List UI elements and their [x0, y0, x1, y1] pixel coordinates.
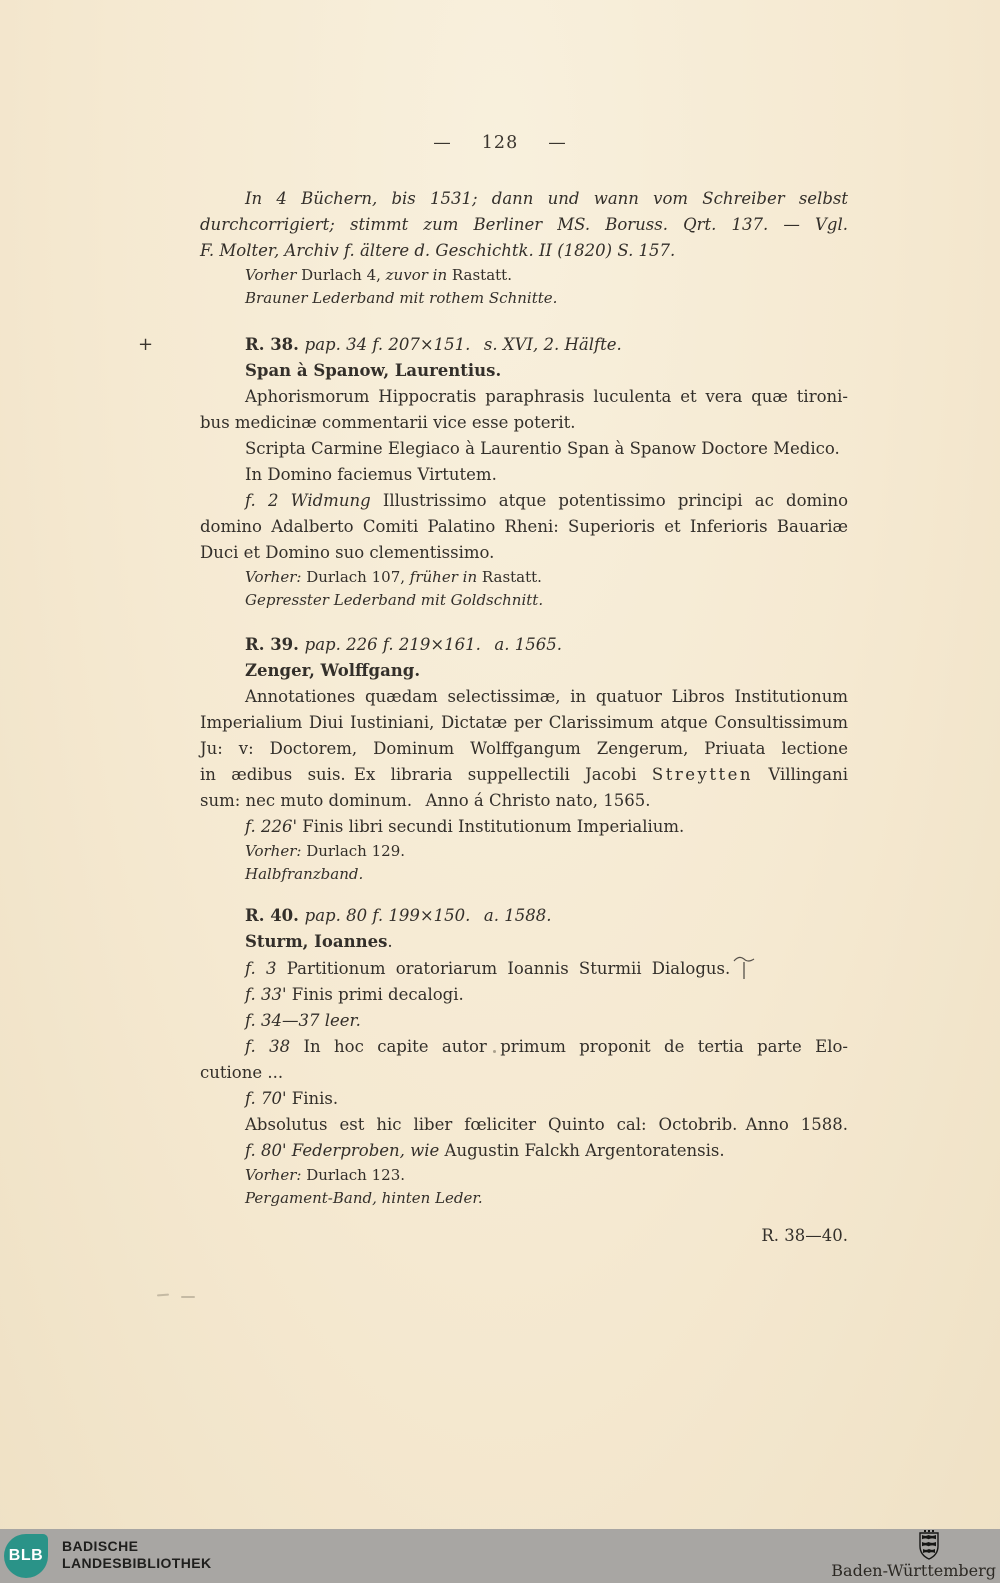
catalog-line	[200, 566, 848, 589]
text-segment: Streytten	[651, 765, 753, 784]
text-segment: Imperialium Diui Iustiniani, Dictatæ per Clarissimum atque Consultissimum	[200, 713, 848, 732]
text-segment: Finis primi decalogi.	[291, 985, 464, 1004]
text-segment: Annotationes quædam selectissimæ, in quatuor Libros Institutionum	[245, 687, 848, 706]
header-left-dash: —	[433, 133, 452, 153]
text-segment: R. 38—40.	[761, 1226, 848, 1245]
catalog-line	[200, 384, 848, 410]
catalog-line	[200, 632, 848, 658]
catalog-line	[200, 840, 848, 863]
catalog-line	[200, 788, 848, 814]
catalog-line	[200, 982, 848, 1008]
catalog-line	[200, 684, 848, 710]
text-segment: Vorher:	[245, 842, 307, 860]
page-number: 128	[481, 133, 519, 153]
text-segment: Span à Spanow, Laurentius.	[245, 361, 502, 380]
catalog-line	[200, 462, 848, 488]
text-segment: zuvor in	[385, 266, 452, 284]
catalog-line	[200, 863, 848, 886]
text-segment: f. 34—37 leer.	[245, 1011, 361, 1030]
catalog-line	[200, 814, 848, 840]
text-segment: Rastatt.	[481, 568, 542, 586]
catalog-line	[200, 903, 848, 929]
pencil-mark	[181, 1296, 195, 1298]
catalog-line	[200, 929, 848, 955]
text-segment: Durlach 123.	[306, 1166, 406, 1184]
catalog-line	[200, 410, 848, 436]
catalog-line	[200, 1034, 848, 1060]
catalog-line	[200, 1112, 848, 1138]
text-segment: In hoc capite autor primum proponit de tertia parte Elo-	[303, 1037, 848, 1056]
text-segment: Aphorismorum Hippocratis paraphrasis luculenta et vera quæ tironi-	[245, 387, 848, 406]
text-segment: R. 40.	[245, 906, 305, 925]
catalog-line	[200, 658, 848, 684]
catalog-line	[200, 736, 848, 762]
text-segment: Brauner Lederband mit rothem Schnitte.	[245, 289, 558, 307]
catalog-line	[200, 762, 848, 788]
text-segment: Absolutus est hic liber fœliciter Quinto cal: Octobrib. Anno 1588.	[245, 1115, 848, 1134]
blb-logo-text: BLB	[8, 1547, 44, 1564]
text-segment: Finis.	[291, 1089, 339, 1108]
text-segment: F. Molter, Archiv f. ältere d. Geschichtk. II (1820) S. 157.	[200, 241, 676, 260]
text-segment: f. 226'	[245, 817, 303, 836]
text-segment: Vorher:	[245, 568, 307, 586]
text-segment: Vorher	[245, 266, 302, 284]
text-segment: Zenger, Wolffgang.	[245, 661, 421, 680]
catalog-line	[200, 1086, 848, 1112]
text-segment: f. 38	[245, 1037, 304, 1056]
text-segment: Finis libri secundi Institutionum Imperialium.	[302, 817, 685, 836]
catalog-line	[200, 540, 848, 566]
text-segment: Durlach 4,	[301, 266, 386, 284]
catalog-line	[200, 1223, 848, 1249]
catalog-line	[200, 358, 848, 384]
text-segment: R. 38.	[245, 335, 305, 354]
text-segment: .	[387, 932, 393, 951]
handwritten-caret-icon	[733, 955, 755, 981]
text-column	[138, 186, 849, 1249]
paper-speck	[493, 1050, 496, 1053]
page-header	[0, 133, 1000, 153]
text-segment: früher in	[409, 568, 482, 586]
text-segment: Gepresster Lederband mit Goldschnitt.	[245, 591, 544, 609]
text-segment: Ju: v: Doctorem, Dominum Wolffgangum Zengerum, Priuata lectione	[200, 739, 848, 758]
text-segment: Durlach 107,	[306, 568, 410, 586]
catalog-line	[200, 514, 848, 540]
text-segment: sum: nec muto dominum. Anno á Christo nato, 1565.	[200, 791, 651, 810]
catalog-line	[200, 488, 848, 514]
library-footer-bar	[0, 1529, 1000, 1583]
text-segment: cutione ...	[200, 1063, 284, 1082]
text-segment: R. 39.	[245, 635, 305, 654]
text-segment: pap. 80 f. 199×150. a. 1588.	[304, 906, 552, 925]
text-segment: Duci et Domino suo clementissimo.	[200, 543, 495, 562]
text-segment: Augustin Falckh Argentoratensis.	[444, 1141, 725, 1160]
text-segment: f. 2 Widmung	[245, 491, 383, 510]
catalog-line	[200, 1060, 848, 1086]
text-segment: Rastatt.	[451, 266, 512, 284]
state-name: Baden-Württemberg	[831, 1561, 996, 1580]
library-name-line2: LANDESBIBLIOTHEK	[62, 1554, 212, 1571]
text-segment: Illustrissimo atque potentissimo principi ac domino	[382, 491, 849, 510]
text-segment: Durlach 129.	[306, 842, 406, 860]
text-segment: Sturm, Ioannes	[245, 932, 388, 951]
text-segment: f. 80' Federproben, wie	[245, 1141, 445, 1160]
text-segment: Partitionum oratoriarum Ioannis Sturmii Dialogus.	[286, 959, 731, 978]
catalog-line	[200, 1138, 848, 1164]
catalog-line	[200, 436, 848, 462]
text-segment: domino Adalberto Comiti Palatino Rheni: Superioris et Inferioris Bauariæ	[200, 517, 848, 536]
catalog-line	[138, 332, 848, 358]
catalog-line	[200, 1187, 848, 1210]
margin-plus-mark: +	[138, 334, 154, 355]
text-segment: Vorher:	[245, 1166, 307, 1184]
text-segment: Pergament-Band, hinten Leder.	[245, 1189, 483, 1207]
text-segment: f. 3	[245, 959, 287, 978]
catalog-line	[200, 710, 848, 736]
header-right-dash: —	[548, 133, 567, 153]
blb-logo	[4, 1534, 48, 1578]
text-segment: pap. 34 f. 207×151. s. XVI, 2. Hälfte.	[304, 335, 622, 354]
pencil-mark	[157, 1294, 169, 1297]
library-name	[62, 1538, 212, 1571]
text-segment: f. 33'	[245, 985, 292, 1004]
catalog-line	[200, 955, 848, 982]
catalog-line	[200, 212, 848, 238]
text-segment: Halbfranzband.	[245, 865, 364, 883]
catalog-line	[200, 287, 848, 310]
catalog-line	[200, 238, 848, 264]
catalog-line	[200, 589, 848, 612]
catalog-line	[200, 264, 848, 287]
text-segment: durchcorrigiert; stimmt zum Berliner MS. Boruss. Qrt. 137. — Vgl.	[200, 215, 848, 234]
text-segment: Villingani	[752, 765, 848, 784]
text-segment: bus medicinæ commentarii vice esse poterit.	[200, 413, 576, 432]
text-segment: in ædibus suis. Ex libraria suppellectili Jacobi	[200, 765, 652, 784]
catalog-line	[200, 1164, 848, 1187]
text-segment: Scripta Carmine Elegiaco à Laurentio Span à Spanow Doctore Medico.	[245, 439, 840, 458]
text-segment: In Domino faciemus Virtutem.	[245, 465, 497, 484]
text-segment: f. 70'	[245, 1089, 292, 1108]
library-name-line1: BADISCHE	[62, 1538, 139, 1554]
catalog-line	[200, 186, 848, 212]
text-segment: In 4 Büchern, bis 1531; dann und wann vom Schreiber selbst	[245, 189, 848, 208]
text-segment: pap. 226 f. 219×161. a. 1565.	[304, 635, 562, 654]
catalog-line	[200, 1008, 848, 1034]
